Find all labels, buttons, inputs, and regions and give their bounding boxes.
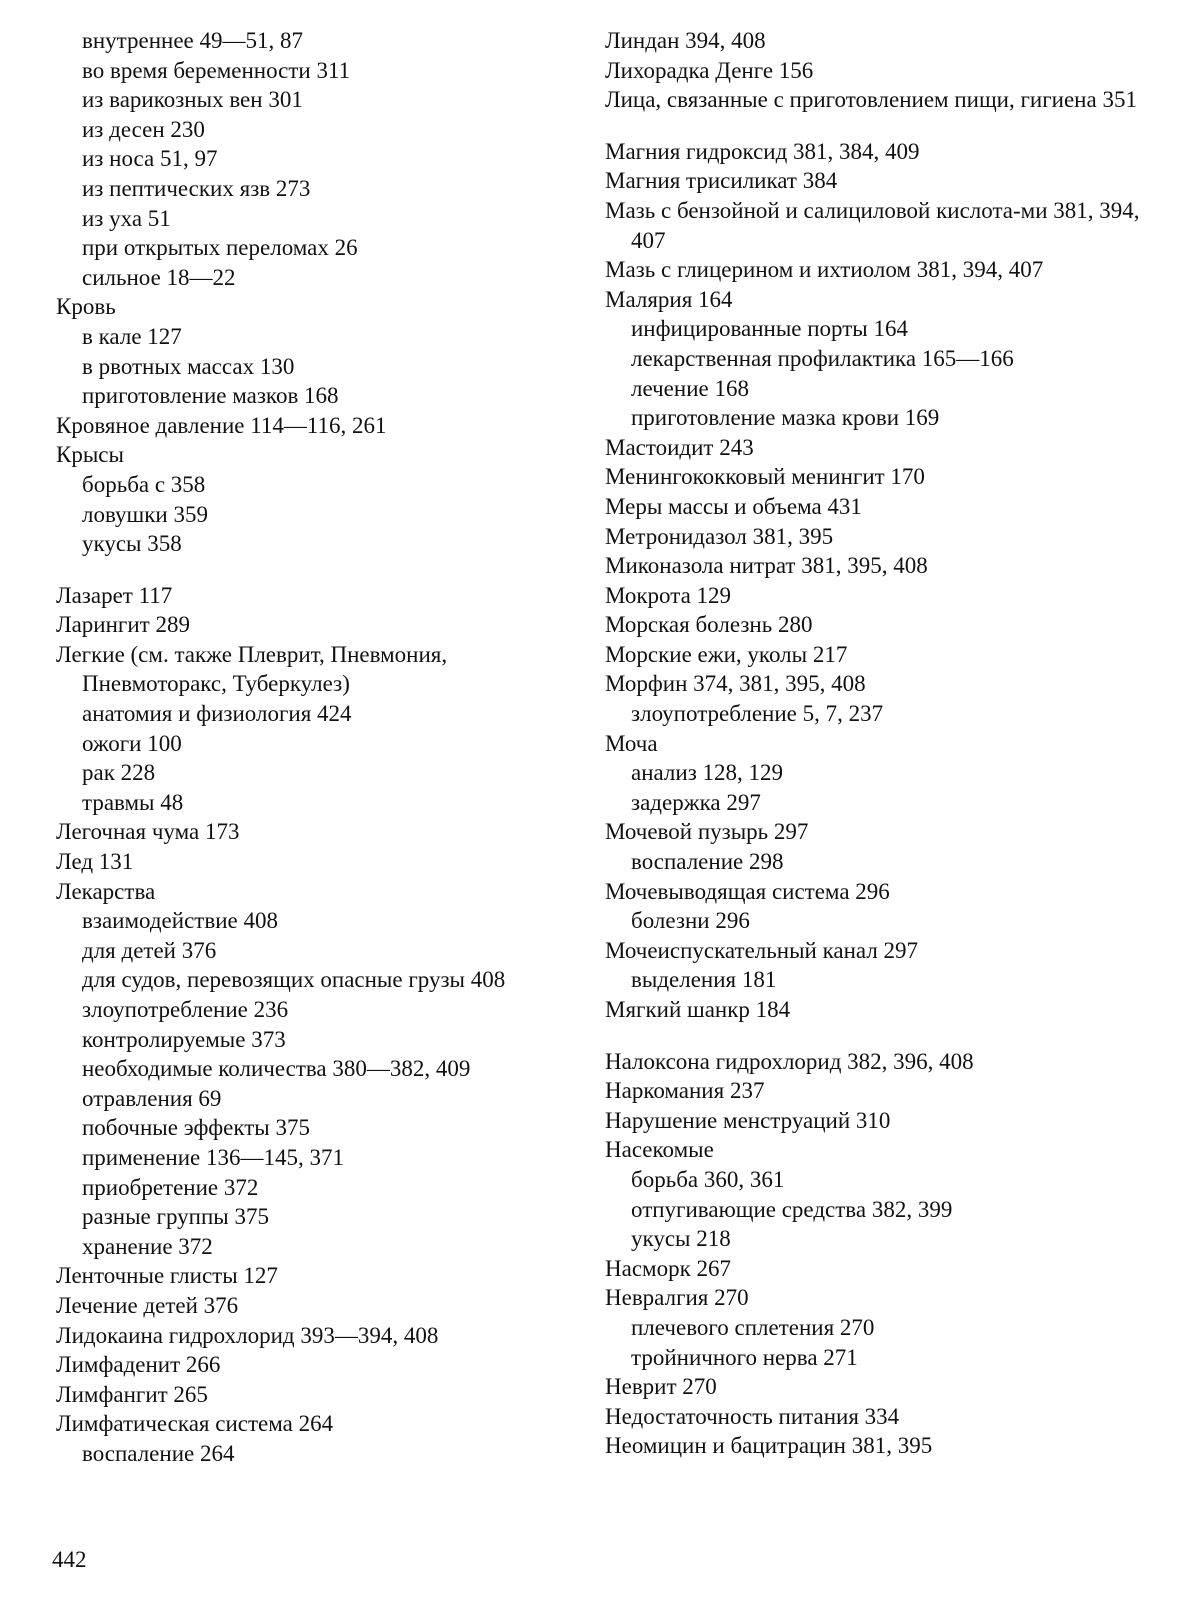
index-subentry: при открытых переломах 26: [82, 235, 358, 261]
index-entry: Неврит 270: [605, 1374, 717, 1400]
index-entry: Мокрота 129: [605, 582, 732, 608]
index-subentry: сильное 18—22: [82, 264, 236, 290]
index-entry: Кровяное давление 114—116, 261: [56, 412, 387, 438]
index-subentry: злоупотребление 236: [82, 997, 289, 1022]
index-subentry: болезни 296: [631, 908, 750, 934]
index-subentry: во время беременности 311: [82, 57, 351, 83]
index-entry: Лекарства: [56, 878, 156, 904]
index-entry: Нарушение менструаций 310: [605, 1107, 891, 1133]
index-entry: Лихорадка Денге 156: [605, 57, 814, 83]
index-subentry: задержка 297: [631, 789, 761, 815]
index-entry: Мягкий шанкр 184: [605, 997, 791, 1022]
index-entry: Насморк 267: [605, 1255, 732, 1281]
index-subentry: воспаление 264: [82, 1440, 235, 1466]
index-entry: Метронидазол 381, 395: [605, 523, 834, 549]
page-number: 442: [52, 1547, 87, 1572]
index-subentry: разные группы 375: [82, 1204, 269, 1230]
index-subentry: необходимые количества 380—382, 409: [82, 1056, 471, 1082]
index-subentry: из носа 51, 97: [82, 146, 218, 172]
index-subentry: анатомия и физиология 424: [82, 701, 352, 727]
index-subentry: укусы 358: [82, 531, 182, 557]
index-subentry: контролируемые 373: [82, 1026, 286, 1052]
index-subentry: лекарственная профилактика 165—166: [631, 345, 1014, 371]
index-subentry: взаимодействие 408: [82, 908, 278, 934]
index-entry: Менингококковый менингит 170: [605, 464, 925, 490]
index-entry: Мочеиспускательный канал 297: [605, 937, 919, 963]
index-entry: Морская болезнь 280: [605, 612, 813, 638]
index-subentry: ожоги 100: [82, 730, 182, 756]
index-subentry: укусы 218: [631, 1226, 731, 1252]
index-entry: Налоксона гидрохлорид 382, 396, 408: [605, 1048, 974, 1074]
index-subentry: лечение 168: [631, 375, 749, 401]
index-subentry: травмы 48: [82, 789, 184, 815]
index-subentry: в кале 127: [82, 323, 182, 349]
index-entry: Лидокаина гидрохлорид 393—394, 408: [56, 1322, 439, 1348]
index-entry: Магния трисиликат 384: [605, 168, 838, 194]
index-subentry: приобретение 372: [82, 1174, 259, 1200]
index-entry: Невралгия 270: [605, 1285, 749, 1311]
index-entry: Лазарет 117: [56, 582, 173, 608]
index-subentry: из десен 230: [82, 116, 205, 142]
index-entry: Недостаточность питания 334: [605, 1403, 900, 1429]
index-column-left: [56, 26, 576, 1469]
index-entry: Насекомые: [605, 1137, 714, 1163]
index-subentry: для судов, перевозящих опасные грузы 408: [82, 967, 506, 993]
index-entry: Лица, связанные с приготовлением пищи, гигиена 351: [605, 87, 1137, 113]
index-subentry: плечевого сплетения 270: [631, 1314, 875, 1340]
index-entry: Морфин 374, 381, 395, 408: [605, 671, 866, 697]
index-entry: Крысы: [56, 442, 124, 468]
index-entry: Миконазола нитрат 381, 395, 408: [605, 553, 928, 579]
index-entry: Меры массы и объема 431: [605, 493, 862, 519]
index-entry: Кровь: [56, 294, 116, 320]
index-subentry: отравления 69: [82, 1085, 222, 1111]
index-subentry: инфицированные порты 164: [631, 316, 908, 342]
index-entry: Легкие (см. также Плеврит, Пневмония, Пневмоторакс, Туберкулез): [56, 641, 448, 697]
index-subentry: выделения 181: [631, 967, 777, 993]
index-subentry: злоупотребление 5, 7, 237: [631, 701, 884, 727]
index-subentry: из уха 51: [82, 205, 171, 231]
index-entry: Легочная чума 173: [56, 819, 240, 845]
index-entry: Наркомания 237: [605, 1078, 765, 1104]
index-entry: Мочевыводящая система 296: [605, 878, 890, 904]
index-subentry: ловушки 359: [82, 501, 208, 527]
index-subentry: отпугивающие средства 382, 399: [631, 1196, 953, 1222]
index-subentry: борьба 360, 361: [631, 1166, 785, 1192]
index-entry: Мастоидит 243: [605, 434, 754, 460]
index-entry: Морские ежи, уколы 217: [605, 641, 848, 667]
index-entry: Магния гидроксид 381, 384, 409: [605, 138, 920, 164]
index-subentry: рак 228: [82, 760, 156, 786]
index-subentry: воспаление 298: [631, 849, 784, 875]
index-entry: Неомицин и бацитрацин 381, 395: [605, 1433, 933, 1459]
index-entry: Мочевой пузырь 297: [605, 819, 809, 845]
index-subentry: из варикозных вен 301: [82, 87, 303, 113]
index-subentry: приготовление мазков 168: [82, 383, 339, 409]
index-entry: Мазь с бензойной и салициловой кислота-ми 381, 394, 407: [605, 197, 1140, 253]
index-entry: Линдан 394, 408: [605, 28, 766, 53]
index-subentry: борьба с 358: [82, 471, 206, 497]
index-subentry: анализ 128, 129: [631, 760, 784, 786]
index-entry: Ленточные глисты 127: [56, 1263, 278, 1289]
index-entry: Лимфатическая система 264: [56, 1411, 334, 1437]
index-entry: Моча: [605, 730, 658, 756]
index-subentry: применение 136—145, 371: [82, 1144, 344, 1170]
index-entry: Лечение детей 376: [56, 1292, 239, 1318]
index-subentry: из пептических язв 273: [82, 175, 311, 201]
index-subentry: хранение 372: [82, 1233, 213, 1259]
index-entry: Лимфангит 265: [56, 1381, 208, 1407]
index-subentry: для детей 376: [82, 937, 217, 963]
index-subentry: внутреннее 49—51, 87: [82, 28, 303, 53]
index-entry: Ларингит 289: [56, 612, 190, 638]
index-entry: Лед 131: [56, 849, 134, 875]
index-entry: Мазь с глицерином и ихтиолом 381, 394, 407: [605, 257, 1044, 283]
index-subentry: побочные эффекты 375: [82, 1115, 310, 1141]
index-subentry: в рвотных массах 130: [82, 353, 295, 379]
index-subentry: тройничного нерва 271: [631, 1344, 858, 1370]
index-entry: Малярия 164: [605, 286, 733, 312]
index-entry: Лимфаденит 266: [56, 1352, 221, 1378]
index-subentry: приготовление мазка крови 169: [631, 405, 940, 431]
index-column-right: [605, 26, 1145, 1461]
